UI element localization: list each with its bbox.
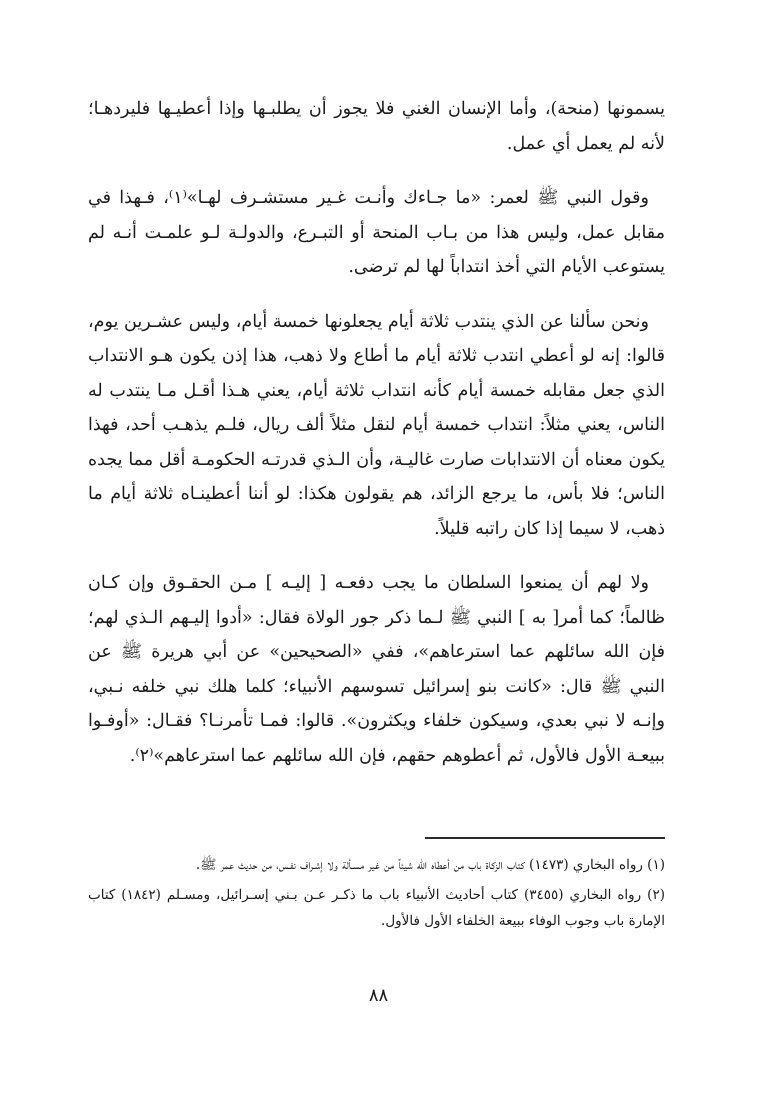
footnotes [88, 852, 665, 938]
paragraph-3: ونحن سألنا عن الذي ينتدب ثلاثة أيام يجعلونها خمسة أيام، وليس عشـرين يوم، قالوا: إنه لو أعطي انتدب ثلاثة أيام ما أطاع ولا ذهب، هذا إذن يكون هـو الانتداب الذي جعل مقابله خمسة أيام كأنه انتداب ثلاثة أيام، يعني هـذا أقـل مـا ينتدب له الناس، يعني مثلاً: انتداب خمسة أيام لنقل مثلاً ألف ريال، فلـم يذهـب أحد، فهذا يكون معناه أن الانتدابات صارت غاليـة، وأن الـذي قدرتـه الحكومـة أقل مما يجده الناس؛ فلا بأس، ما يرجع الزائد، هم يقولون هكذا: لو أننا أعطينـاه ثلاثة أيام ما ذهب، لا سيما إذا كان راتبه قليلاً. [88, 311, 665, 539]
footnote-2: (٢) رواه البخاري (٣٤٥٥) كتاب أحاديث الأنبياء باب ما ذكـر عـن بـني إسـرائيل، ومسـلم (١٨٤٢) كتاب الإمارة باب وجوب الوفاء ببيعة الخلفاء الأول فالأول. [88, 887, 665, 929]
paragraph-1: يسمونها (منحة)، وأما الإنسان الغني فلا يجوز أن يطلبـها وإذا أعطيـها فليردهـا؛ لأنه لم يعمل أي عمل. [88, 99, 665, 154]
paragraph-2: وقول النبي ﷺ لعمر: «ما جـاءك وأنـت غـير مستشـرف لهـا»⁽١⁾، فـهذا في مقابل عمل، وليس هذا من بـاب المنحة أو التبـرع، والدولـة لـو علمـت أنـه لم يستوعب الأيام التي أخذ انتداباً لها لم ترضى. [88, 188, 665, 277]
page-number: ٨٨ [368, 985, 389, 1006]
paragraph-4: ولا لهم أن يمنعوا السلطان ما يجب دفعـه [ إليـه ] مـن الحقـوق وإن كـان ظالماً؛ كما أمر[ به ] النبي ﷺ لـما ذكر جور الولاة فقال: «أدوا إليـهم الـذي لهم؛ فإن الله سائلهم عما استرعاهم»، ففي «الصحيحين» عن أبي هريرة ﷺ عن النبي ﷺ قال: «كانت بنو إسرائيل تسوسهم الأنبياء؛ كلما هلك نبي خلفه نـبي، وإنـه لا نبي بعدي، وسيكون خلفاء ويكثرون». قالوا: فمـا تأمرنـا؟ فقـال: «أوفـوا ببيعـة الأول فالأول، ثم أعطوهم حقهم، فإن الله سائلهم عما استرعاهم»⁽٢⁾. [88, 573, 665, 766]
footnote-separator [425, 837, 665, 839]
main-text [88, 92, 665, 793]
footnote-1: (١) رواه البخاري (١٤٧٣) كتاب الزكاة باب من أعطاه الله شيئاً من غير مسـألة ولا إشـراف نفـس، من حديث عمر ﷺ. [195, 857, 665, 873]
